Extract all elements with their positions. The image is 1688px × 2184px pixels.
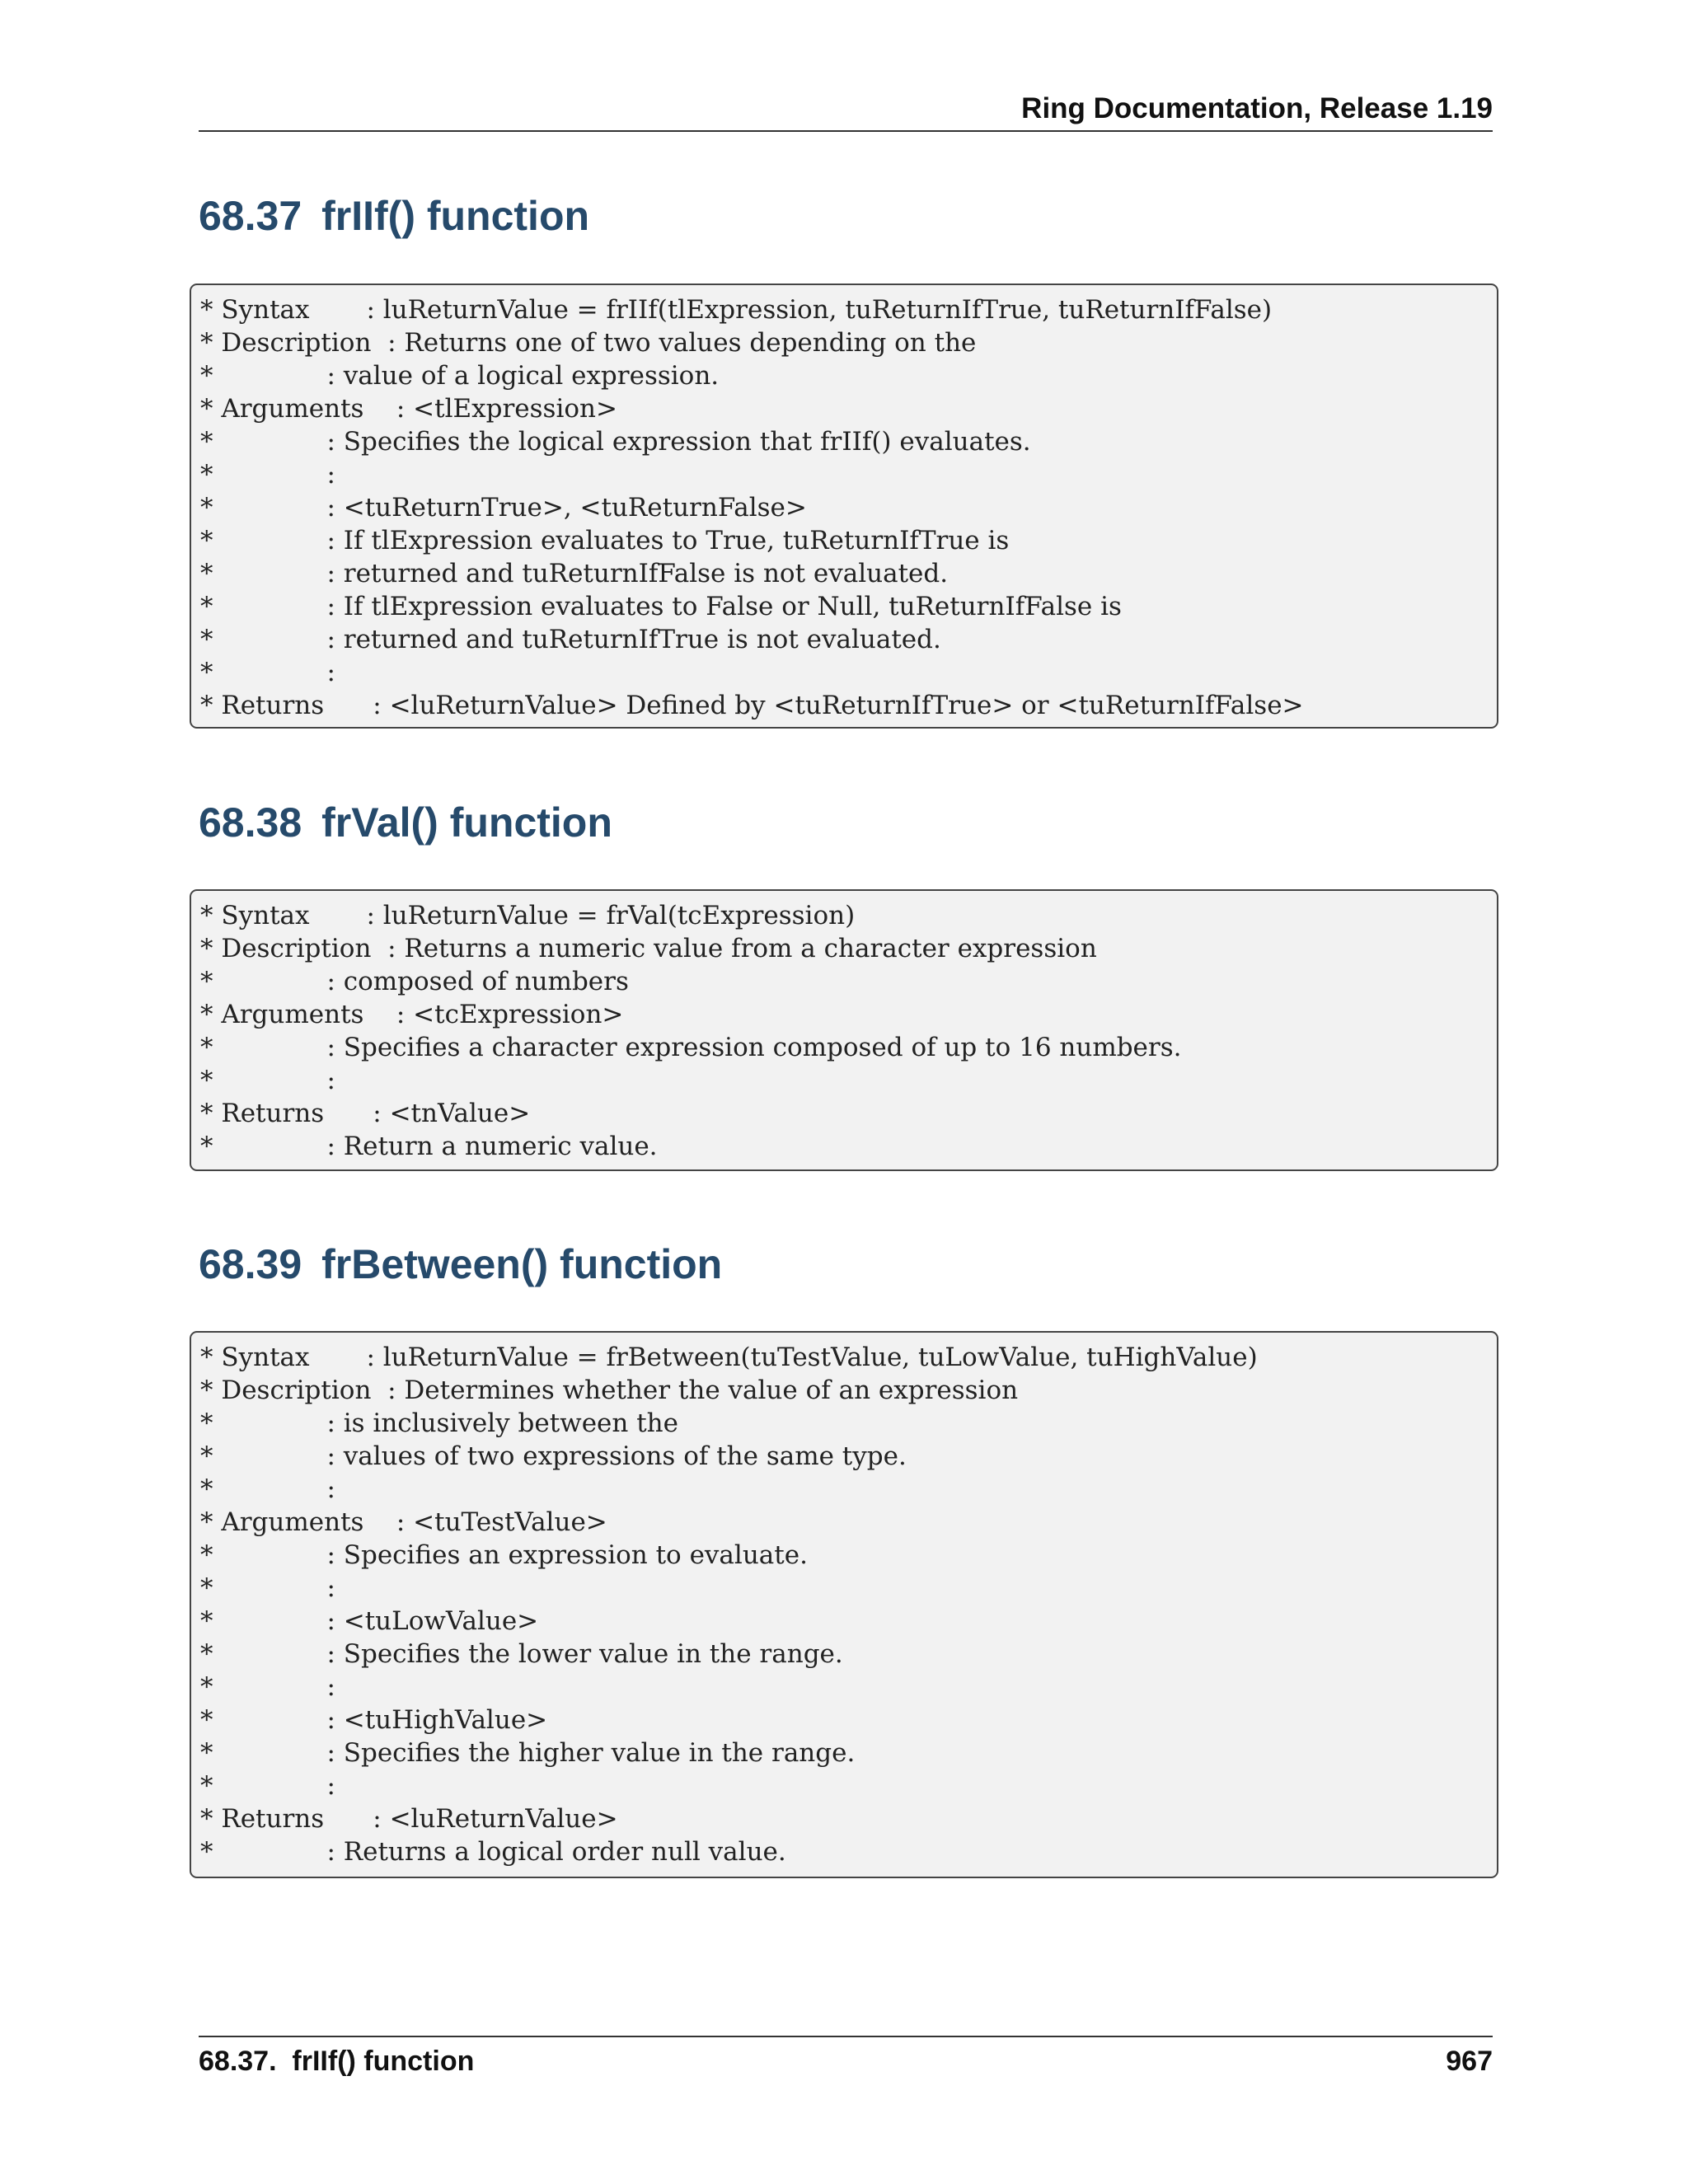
section-number: 68.39 (199, 1241, 302, 1287)
section-heading-68-38 (199, 799, 612, 846)
code-line: * : If tlExpression evaluates to True, tuReturnIfTrue is (200, 526, 1010, 555)
code-line: * : Specifies a character expression composed of up to 16 numbers. (200, 1033, 1182, 1062)
section-heading-68-37 (199, 192, 589, 240)
code-line: * : is inclusively between the (200, 1408, 678, 1438)
code-line: * Description : Returns one of two values depending on the (200, 328, 977, 358)
code-line: * : (200, 1474, 335, 1504)
code-line: * Syntax : luReturnValue = frVal(tcExpression) (200, 901, 856, 930)
code-line: * : Returns a logical order null value. (200, 1837, 786, 1867)
code-line: * : value of a logical expression. (200, 361, 720, 391)
code-line: * Returns : <luReturnValue> (200, 1804, 618, 1834)
code-line: * : (200, 460, 335, 490)
code-line: * : <tuLowValue> (200, 1606, 539, 1636)
code-line: * : values of two expressions of the same type. (200, 1441, 907, 1471)
code-line: * : composed of numbers (200, 967, 629, 996)
code-line: * Returns : <luReturnValue> Defined by <tuReturnIfTrue> or <tuReturnIfFalse> (200, 691, 1304, 720)
code-block-frbetween (190, 1331, 1498, 1878)
code-line: * Syntax : luReturnValue = frIIf(tlExpression, tuReturnIfTrue, tuReturnIfFalse) (200, 295, 1273, 325)
code-line: * Description : Determines whether the value of an expression (200, 1376, 1019, 1405)
code-block-friif (190, 284, 1498, 729)
code-line: * Description : Returns a numeric value from a character expression (200, 934, 1097, 963)
code-line: * Returns : <tnValue> (200, 1099, 531, 1128)
code-block-frval (190, 889, 1498, 1171)
code-line: * : <tuHighValue> (200, 1705, 548, 1735)
code-line: * : (200, 1573, 335, 1603)
code-line: * : Specifies the higher value in the range. (200, 1738, 856, 1768)
section-number: 68.37 (199, 193, 302, 239)
code-line: * : (200, 1771, 335, 1801)
code-line: * : (200, 1066, 335, 1095)
code-line: * : returned and tuReturnIfFalse is not evaluated. (200, 559, 949, 588)
code-line: * Arguments : <tcExpression> (200, 1000, 624, 1029)
footer-rule (199, 2036, 1493, 2037)
page-number: 967 (1446, 2046, 1493, 2077)
section-heading-68-39 (199, 1240, 722, 1288)
code-line: * : Specifies an expression to evaluate. (200, 1540, 808, 1570)
header-rule (199, 130, 1493, 132)
section-title-text: frVal() function (321, 799, 612, 846)
section-title-text: frIIf() function (321, 193, 590, 239)
code-line: * : returned and tuReturnIfTrue is not evaluated. (200, 625, 941, 654)
code-line: * : <tuReturnTrue>, <tuReturnFalse> (200, 493, 807, 523)
code-line: * : (200, 1672, 335, 1702)
code-line: * Arguments : <tlExpression> (200, 394, 617, 424)
code-line: * : Specifies the lower value in the range. (200, 1639, 843, 1669)
running-header: Ring Documentation, Release 1.19 (1021, 92, 1493, 124)
section-title-text: frBetween() function (321, 1241, 723, 1287)
code-line: * : Specifies the logical expression that frIIf() evaluates. (200, 427, 1031, 457)
code-line: * : Return a numeric value. (200, 1132, 658, 1161)
code-line: * : (200, 658, 335, 687)
code-line: * Syntax : luReturnValue = frBetween(tuTestValue, tuLowValue, tuHighValue) (200, 1343, 1258, 1372)
code-line: * : If tlExpression evaluates to False or Null, tuReturnIfFalse is (200, 592, 1122, 621)
footer-section-title: 68.37. frIIf() function (199, 2046, 475, 2077)
code-line: * Arguments : <tuTestValue> (200, 1507, 607, 1537)
section-number: 68.38 (199, 799, 302, 846)
